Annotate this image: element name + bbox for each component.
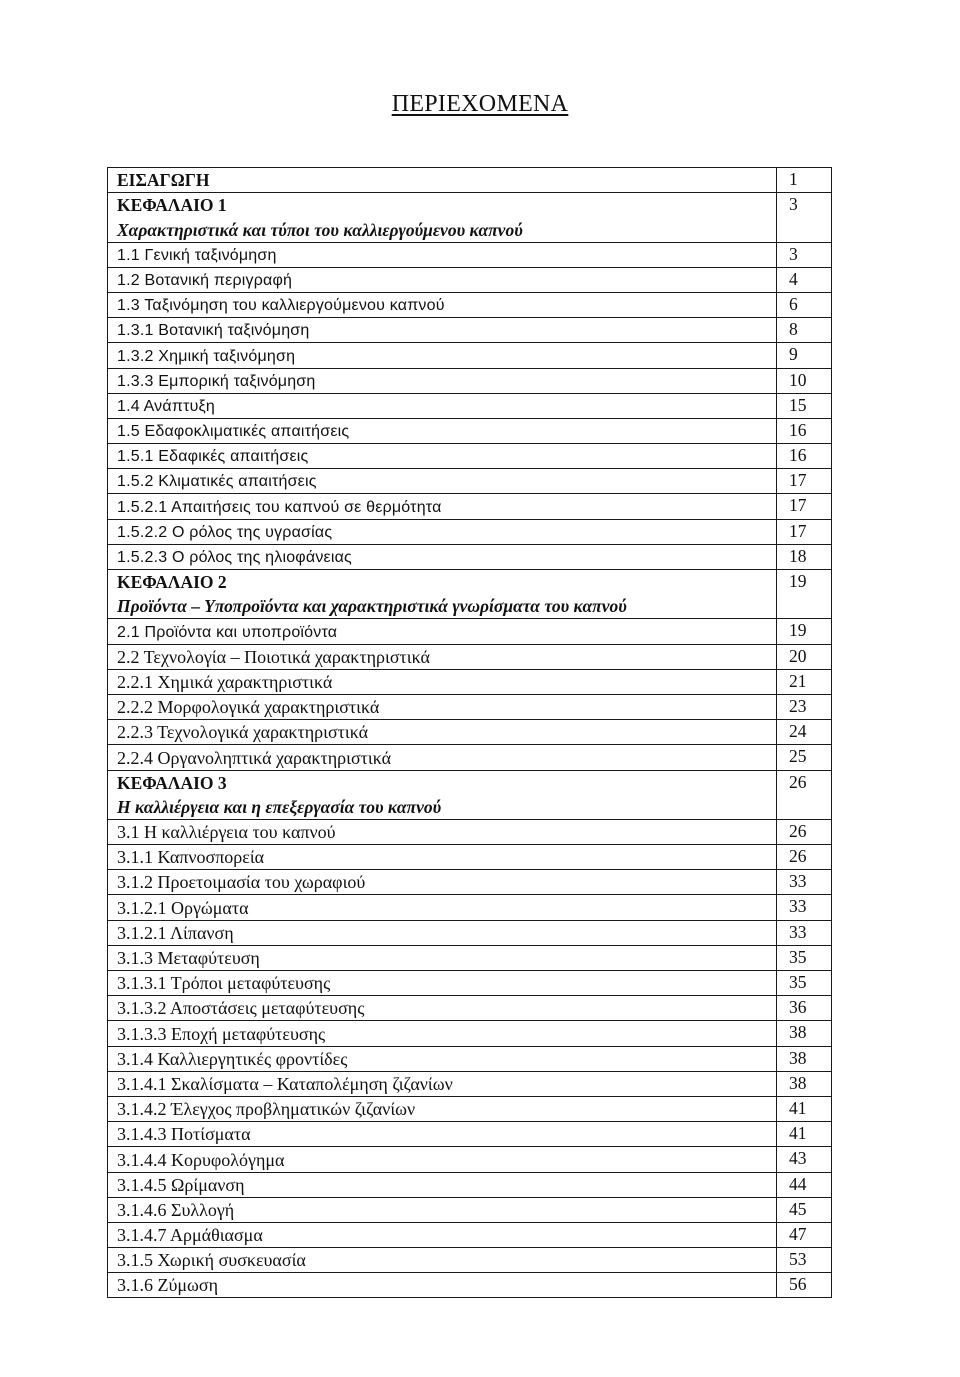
- toc-entry-page: 44: [777, 1172, 832, 1197]
- toc-entry-page: [777, 217, 832, 242]
- toc-row: [108, 920, 832, 945]
- toc-entry-page: 56: [777, 1273, 832, 1298]
- toc-entry-title: ΚΕΦΑΛΑΙΟ 3: [108, 770, 777, 795]
- toc-entry-title: 1.5.2.3 Ο ρόλος της ηλιοφάνειας: [108, 544, 777, 569]
- toc-row: [108, 945, 832, 970]
- toc-row: [108, 1248, 832, 1273]
- toc-row: [108, 1071, 832, 1096]
- toc-entry-page: 35: [777, 945, 832, 970]
- toc-entry-page: 26: [777, 845, 832, 870]
- toc-entry-page: 17: [777, 469, 832, 494]
- toc-row: [108, 720, 832, 745]
- toc-row: [108, 619, 832, 644]
- toc-entry-page: 17: [777, 494, 832, 519]
- toc-entry-page: 45: [777, 1197, 832, 1222]
- toc-entry-page: 8: [777, 318, 832, 343]
- toc-entry-page: 41: [777, 1122, 832, 1147]
- toc-row: [108, 996, 832, 1021]
- toc-entry-page: 24: [777, 720, 832, 745]
- toc-entry-title: 1.3.1 Βοτανική ταξινόμηση: [108, 318, 777, 343]
- toc-row: [108, 745, 832, 770]
- toc-entry-title: 3.1.2 Προετοιμασία του χωραφιού: [108, 870, 777, 895]
- toc-entry-title: 1.3.3 Εμπορική ταξινόμηση: [108, 368, 777, 393]
- toc-entry-title: 3.1.4 Καλλιεργητικές φροντίδες: [108, 1046, 777, 1071]
- toc-entry-title: 1.5 Εδαφοκλιματικές απαιτήσεις: [108, 418, 777, 443]
- toc-entry-title: 2.1 Προϊόντα και υποπροϊόντα: [108, 619, 777, 644]
- toc-row: [108, 1273, 832, 1298]
- toc-entry-page: 17: [777, 519, 832, 544]
- toc-row: [108, 368, 832, 393]
- toc-entry-page: 33: [777, 920, 832, 945]
- toc-entry-page: 16: [777, 444, 832, 469]
- toc-row: [108, 267, 832, 292]
- toc-row: [108, 594, 832, 619]
- toc-entry-title: 3.1.3.2 Αποστάσεις μεταφύτευσης: [108, 996, 777, 1021]
- toc-entry-title: 3.1.2.1 Λίπανση: [108, 920, 777, 945]
- toc-row: [108, 318, 832, 343]
- toc-entry-title: 3.1.4.3 Ποτίσματα: [108, 1122, 777, 1147]
- toc-row: [108, 870, 832, 895]
- toc-row: [108, 242, 832, 267]
- toc-entry-title: 3.1 Η καλλιέργεια του καπνού: [108, 819, 777, 844]
- toc-entry-title: Η καλλιέργεια και η επεξεργασία του καπνού: [108, 795, 777, 820]
- toc-row: [108, 845, 832, 870]
- toc-entry-title: ΚΕΦΑΛΑΙΟ 1: [108, 193, 777, 218]
- toc-entry-title: ΕΙΣΑΓΩΓΗ: [108, 168, 777, 193]
- toc-entry-title: 3.1.4.7 Αρμάθιασμα: [108, 1222, 777, 1247]
- toc-row: [108, 1222, 832, 1247]
- toc-entry-page: 20: [777, 644, 832, 669]
- toc-entry-title: 1.5.2.1 Απαιτήσεις του καπνού σε θερμότητα: [108, 494, 777, 519]
- toc-entry-title: 2.2.2 Μορφολογικά χαρακτηριστικά: [108, 694, 777, 719]
- toc-entry-page: 4: [777, 267, 832, 292]
- toc-row: [108, 343, 832, 368]
- toc-entry-title: 1.2 Βοτανική περιγραφή: [108, 267, 777, 292]
- toc-entry-title: 1.3 Ταξινόμηση του καλλιεργούμενου καπνού: [108, 292, 777, 317]
- toc-row: [108, 393, 832, 418]
- toc-entry-page: 3: [777, 242, 832, 267]
- toc-row: [108, 895, 832, 920]
- toc-entry-title: 1.1 Γενική ταξινόμηση: [108, 242, 777, 267]
- toc-row: [108, 292, 832, 317]
- toc-entry-title: 2.2.3 Τεχνολογικά χαρακτηριστικά: [108, 720, 777, 745]
- toc-entry-page: 33: [777, 870, 832, 895]
- toc-entry-title: Προϊόντα – Υποπροϊόντα και χαρακτηριστικά γνωρίσματα του καπνού: [108, 594, 777, 619]
- toc-entry-title: 3.1.4.5 Ωρίμανση: [108, 1172, 777, 1197]
- toc-row: [108, 669, 832, 694]
- toc-entry-title: 3.1.6 Ζύμωση: [108, 1273, 777, 1298]
- toc-entry-page: 15: [777, 393, 832, 418]
- toc-entry-title: 3.1.1 Καπνοσπορεία: [108, 845, 777, 870]
- toc-entry-page: [777, 795, 832, 820]
- toc-row: [108, 819, 832, 844]
- toc-row: [108, 770, 832, 795]
- toc-entry-title: 1.5.1 Εδαφικές απαιτήσεις: [108, 444, 777, 469]
- toc-entry-page: 6: [777, 292, 832, 317]
- toc-entry-page: 18: [777, 544, 832, 569]
- toc-entry-page: 10: [777, 368, 832, 393]
- toc-entry-title: 3.1.5 Χωρική συσκευασία: [108, 1248, 777, 1273]
- toc-entry-page: 47: [777, 1222, 832, 1247]
- toc-entry-title: 1.5.2.2 Ο ρόλος της υγρασίας: [108, 519, 777, 544]
- toc-row: [108, 1096, 832, 1121]
- toc-row: [108, 494, 832, 519]
- toc-row: [108, 444, 832, 469]
- page-title: ΠΕΡΙΕΧΟΜΕΝΑ: [391, 91, 569, 117]
- toc-entry-page: 26: [777, 819, 832, 844]
- toc-entry-page: 21: [777, 669, 832, 694]
- toc-entry-title: ΚΕΦΑΛΑΙΟ 2: [108, 570, 777, 595]
- toc-entry-title: 3.1.4.6 Συλλογή: [108, 1197, 777, 1222]
- toc-entry-title: 3.1.4.1 Σκαλίσματα – Καταπολέμηση ζιζανίων: [108, 1071, 777, 1096]
- toc-entry-page: 25: [777, 745, 832, 770]
- toc-entry-page: 16: [777, 418, 832, 443]
- toc-row: [108, 570, 832, 595]
- toc-row: [108, 1122, 832, 1147]
- toc-entry-page: 9: [777, 343, 832, 368]
- toc-entry-page: 33: [777, 895, 832, 920]
- toc-entry-title: 3.1.3 Μεταφύτευση: [108, 945, 777, 970]
- toc-entry-page: 36: [777, 996, 832, 1021]
- toc-entry-page: 35: [777, 971, 832, 996]
- toc-entry-page: 3: [777, 193, 832, 218]
- toc-entry-title: 2.2.1 Χημικά χαρακτηριστικά: [108, 669, 777, 694]
- toc-row: [108, 193, 832, 218]
- toc-entry-page: 38: [777, 1046, 832, 1071]
- toc-row: [108, 544, 832, 569]
- toc-row: [108, 694, 832, 719]
- toc-entry-page: 19: [777, 570, 832, 595]
- toc-entry-page: 38: [777, 1071, 832, 1096]
- toc-row: [108, 644, 832, 669]
- toc-row: [108, 217, 832, 242]
- toc-entry-page: 1: [777, 168, 832, 193]
- toc-row: [108, 795, 832, 820]
- toc-entry-title: 1.5.2 Κλιματικές απαιτήσεις: [108, 469, 777, 494]
- table-of-contents: [107, 167, 832, 1298]
- toc-row: [108, 1147, 832, 1172]
- toc-row: [108, 519, 832, 544]
- toc-entry-page: 26: [777, 770, 832, 795]
- toc-entry-title: 1.4 Ανάπτυξη: [108, 393, 777, 418]
- toc-row: [108, 1197, 832, 1222]
- toc-row: [108, 1172, 832, 1197]
- toc-entry-title: 3.1.3.1 Τρόποι μεταφύτευσης: [108, 971, 777, 996]
- toc-entry-page: 38: [777, 1021, 832, 1046]
- toc-entry-page: [777, 594, 832, 619]
- toc-row: [108, 418, 832, 443]
- toc-row: [108, 168, 832, 193]
- toc-row: [108, 469, 832, 494]
- toc-row: [108, 971, 832, 996]
- toc-entry-title: 2.2 Τεχνολογία – Ποιοτικά χαρακτηριστικά: [108, 644, 777, 669]
- toc-entry-page: 23: [777, 694, 832, 719]
- toc-entry-title: 2.2.4 Οργανοληπτικά χαρακτηριστικά: [108, 745, 777, 770]
- toc-body: [108, 168, 832, 1298]
- toc-entry-title: 1.3.2 Χημική ταξινόμηση: [108, 343, 777, 368]
- toc-entry-page: 41: [777, 1096, 832, 1121]
- toc-entry-page: 43: [777, 1147, 832, 1172]
- toc-row: [108, 1021, 832, 1046]
- toc-row: [108, 1046, 832, 1071]
- toc-entry-title: 3.1.2.1 Οργώματα: [108, 895, 777, 920]
- toc-entry-title: 3.1.3.3 Εποχή μεταφύτευσης: [108, 1021, 777, 1046]
- toc-entry-page: 53: [777, 1248, 832, 1273]
- toc-entry-page: 19: [777, 619, 832, 644]
- toc-entry-title: Χαρακτηριστικά και τύποι του καλλιεργούμενου καπνού: [108, 217, 777, 242]
- toc-entry-title: 3.1.4.2 Έλεγχος προβληματικών ζιζανίων: [108, 1096, 777, 1121]
- toc-entry-title: 3.1.4.4 Κορυφολόγημα: [108, 1147, 777, 1172]
